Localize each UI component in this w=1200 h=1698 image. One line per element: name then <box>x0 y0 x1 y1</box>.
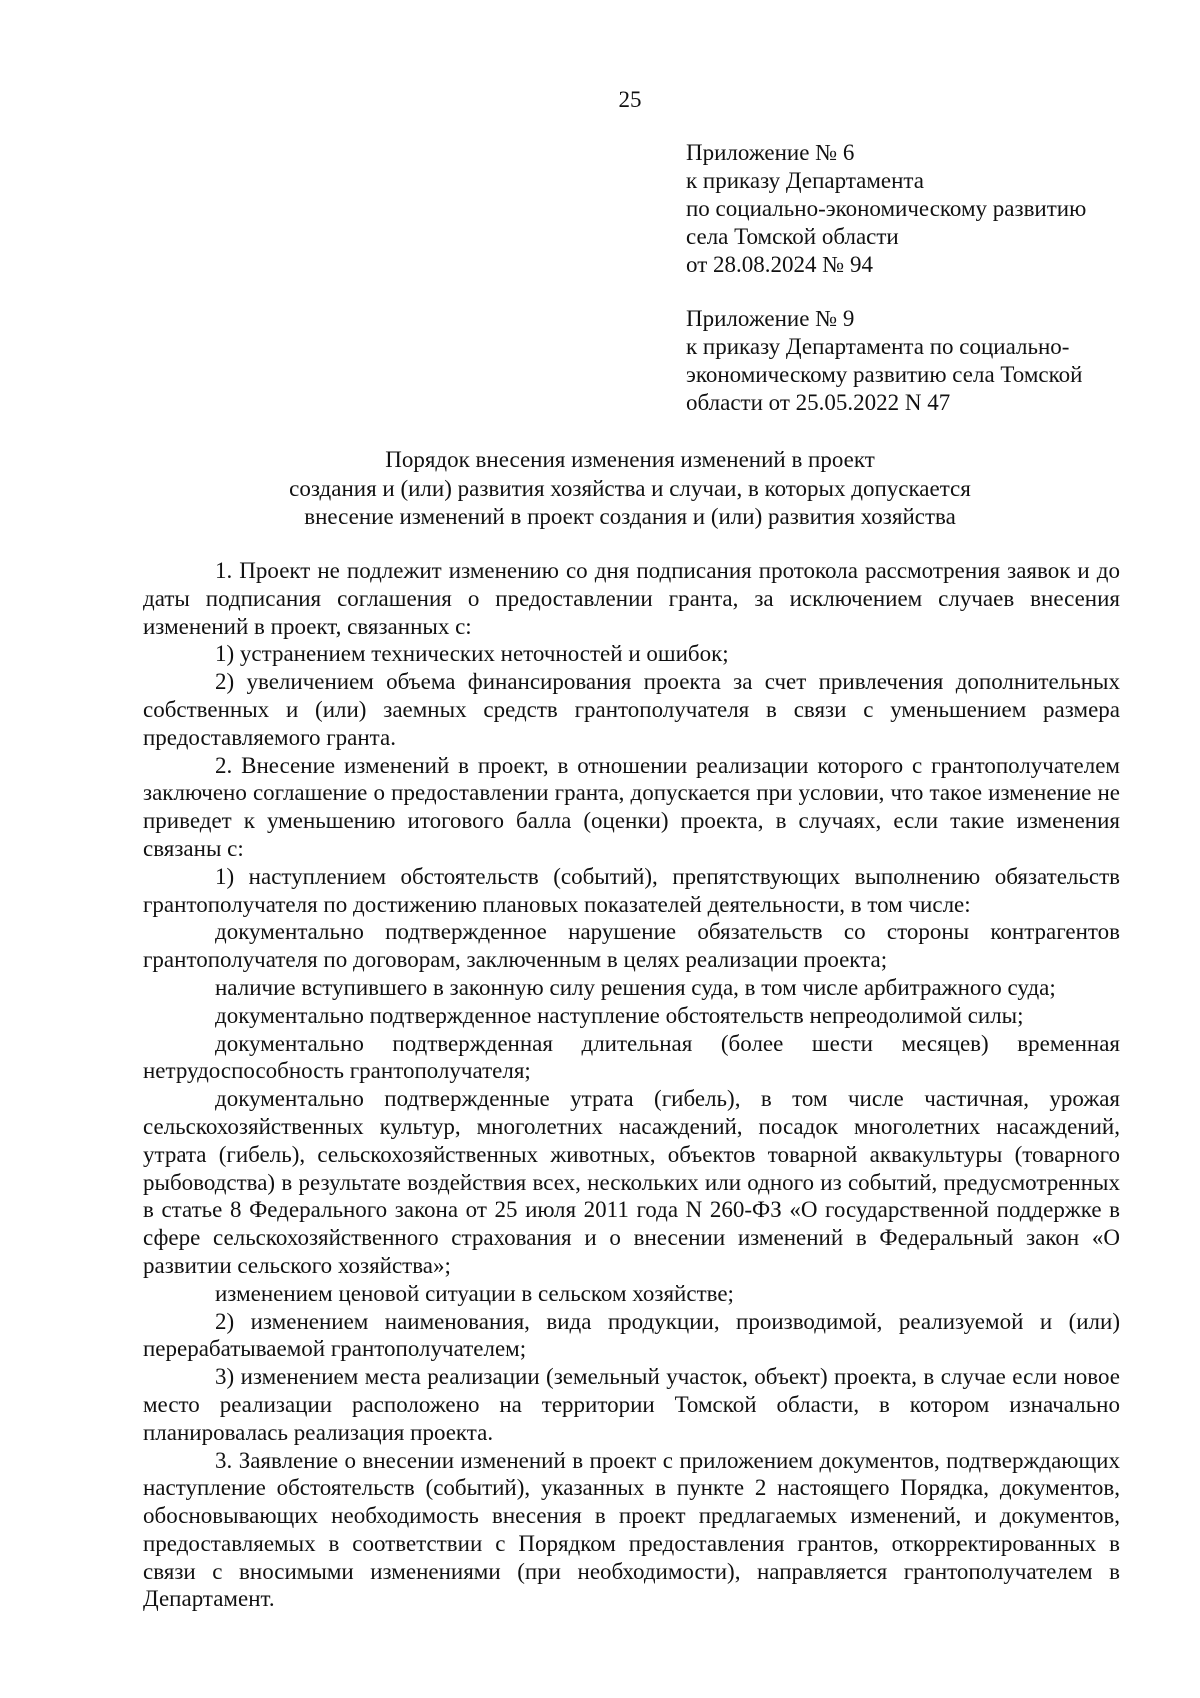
appendix-original-line-1: Приложение № 9 <box>686 306 855 331</box>
paragraph-2-item-1-case-1: документально подтвержденное нарушение обязательств со стороны контрагентов грантополучателя по договорам, заключенным в целях реализации проекта; <box>143 919 1120 973</box>
paragraph-2: 2. Внесение изменений в проект, в отношении реализации которого с грантополучателем заключено соглашение о предоставлении гранта, допускается при условии, что такое изменение не приведет к уменьшению итогового балла (оценки) проекта, в случаях, если такие изменения связаны с: <box>143 752 1120 861</box>
title-line-3: внесение изменений в проект создания и (или) развития хозяйства <box>304 504 956 529</box>
appendix-current-line-1: Приложение № 6 <box>686 140 855 165</box>
appendix-current-line-3: по социально-экономическому развитию <box>686 196 1087 221</box>
appendix-current-date-prefix: от <box>686 252 708 277</box>
paragraph-2-item-3: 3) изменением места реализации (земельный участок, объект) проекта, в случае если новое место реализации расположено на территории Томской области, в котором изначально планировалась реализация проекта. <box>143 1364 1120 1445</box>
appendix-current-line-2: к приказу Департамента <box>686 168 924 193</box>
appendix-current-number-sign: № <box>822 252 845 277</box>
appendix-current-number: 94 <box>849 252 873 277</box>
paragraph-2-item-2: 2) изменением наименования, вида продукции, производимой, реализуемой и (или) перерабатываемой грантополучателем; <box>143 1308 1120 1362</box>
appendix-current-date: 28.08.2024 <box>713 252 817 277</box>
appendix-original-header <box>686 305 1126 417</box>
document-title <box>140 446 1120 532</box>
appendix-current-date-line <box>686 251 1126 279</box>
paragraph-2-item-1-case-6: изменением ценовой ситуации в сельском хозяйстве; <box>215 1280 734 1306</box>
paragraph-1-item-2: 2) увеличением объема финансирования проекта за счет привлечения дополнительных собственных и (или) заемных средств грантополучателя в связи с уменьшением размера предоставляемого гранта. <box>143 669 1120 750</box>
paragraph-2-item-1-case-5: документально подтвержденные утрата (гибель), в том числе частичная, урожая сельскохозяйственных культур, многолетних насаждений, посадок многолетних насаждений, утрата (гибель), сельскохозяйственных животных, объектов товарной аквакультуры (товарного рыбоводства) в результате воздействия всех, нескольких или одного из событий, предусмотренных в статье 8 Федерального закона от 25 июля 2011 года N 260-ФЗ «О государственной поддержке в сфере сельскохозяйственного страхования и о внесении изменений в Федеральный закон «О развитии сельского хозяйства»; <box>143 1086 1120 1278</box>
paragraph-2-item-1: 1) наступлением обстоятельств (событий), препятствующих выполнению обязательств грантополучателя по достижению плановых показателей деятельности, в том числе: <box>143 863 1120 917</box>
appendix-current-header <box>686 139 1126 279</box>
appendix-original-line-3: экономическому развитию села Томской <box>686 362 1083 387</box>
paragraph-2-item-1-case-2: наличие вступившего в законную силу решения суда, в том числе арбитражного суда; <box>215 974 1056 1000</box>
paragraph-2-item-1-case-3: документально подтвержденное наступление обстоятельств непреодолимой силы; <box>215 1002 1024 1028</box>
title-line-1: Порядок внесения изменения изменений в проект <box>385 447 875 472</box>
paragraph-1-item-1: 1) устранением технических неточностей и ошибок; <box>215 641 729 667</box>
appendix-current-line-4: села Томской области <box>686 224 899 249</box>
paragraph-3: 3. Заявление о внесении изменений в проект с приложением документов, подтверждающих наступление обстоятельств (событий), указанных в пункте 2 настоящего Порядка, документов, обосновывающих необходимость внесения в проект предлагаемых изменений, и документов, предоставляемых в соответствии с Порядком предоставления грантов, откорректированных в связи с вносимыми изменениями (при необходимости), направляется грантополучателем в Департамент. <box>143 1447 1120 1612</box>
appendix-original-line-4: области от 25.05.2022 N 47 <box>686 390 951 415</box>
appendix-original-line-2: к приказу Департамента по социально- <box>686 334 1070 359</box>
title-line-2: создания и (или) развития хозяйства и случаи, в которых допускается <box>289 475 971 501</box>
page-number: 25 <box>618 87 642 112</box>
paragraph-1: 1. Проект не подлежит изменению со дня подписания протокола рассмотрения заявок и до даты подписания соглашения о предоставлении гранта, за исключением случаев внесения изменений в проект, связанных с: <box>143 558 1120 639</box>
paragraph-2-item-1-case-4: документально подтвержденная длительная (более шести месяцев) временная нетрудоспособность грантополучателя; <box>143 1030 1120 1084</box>
document-body <box>143 557 1120 1613</box>
